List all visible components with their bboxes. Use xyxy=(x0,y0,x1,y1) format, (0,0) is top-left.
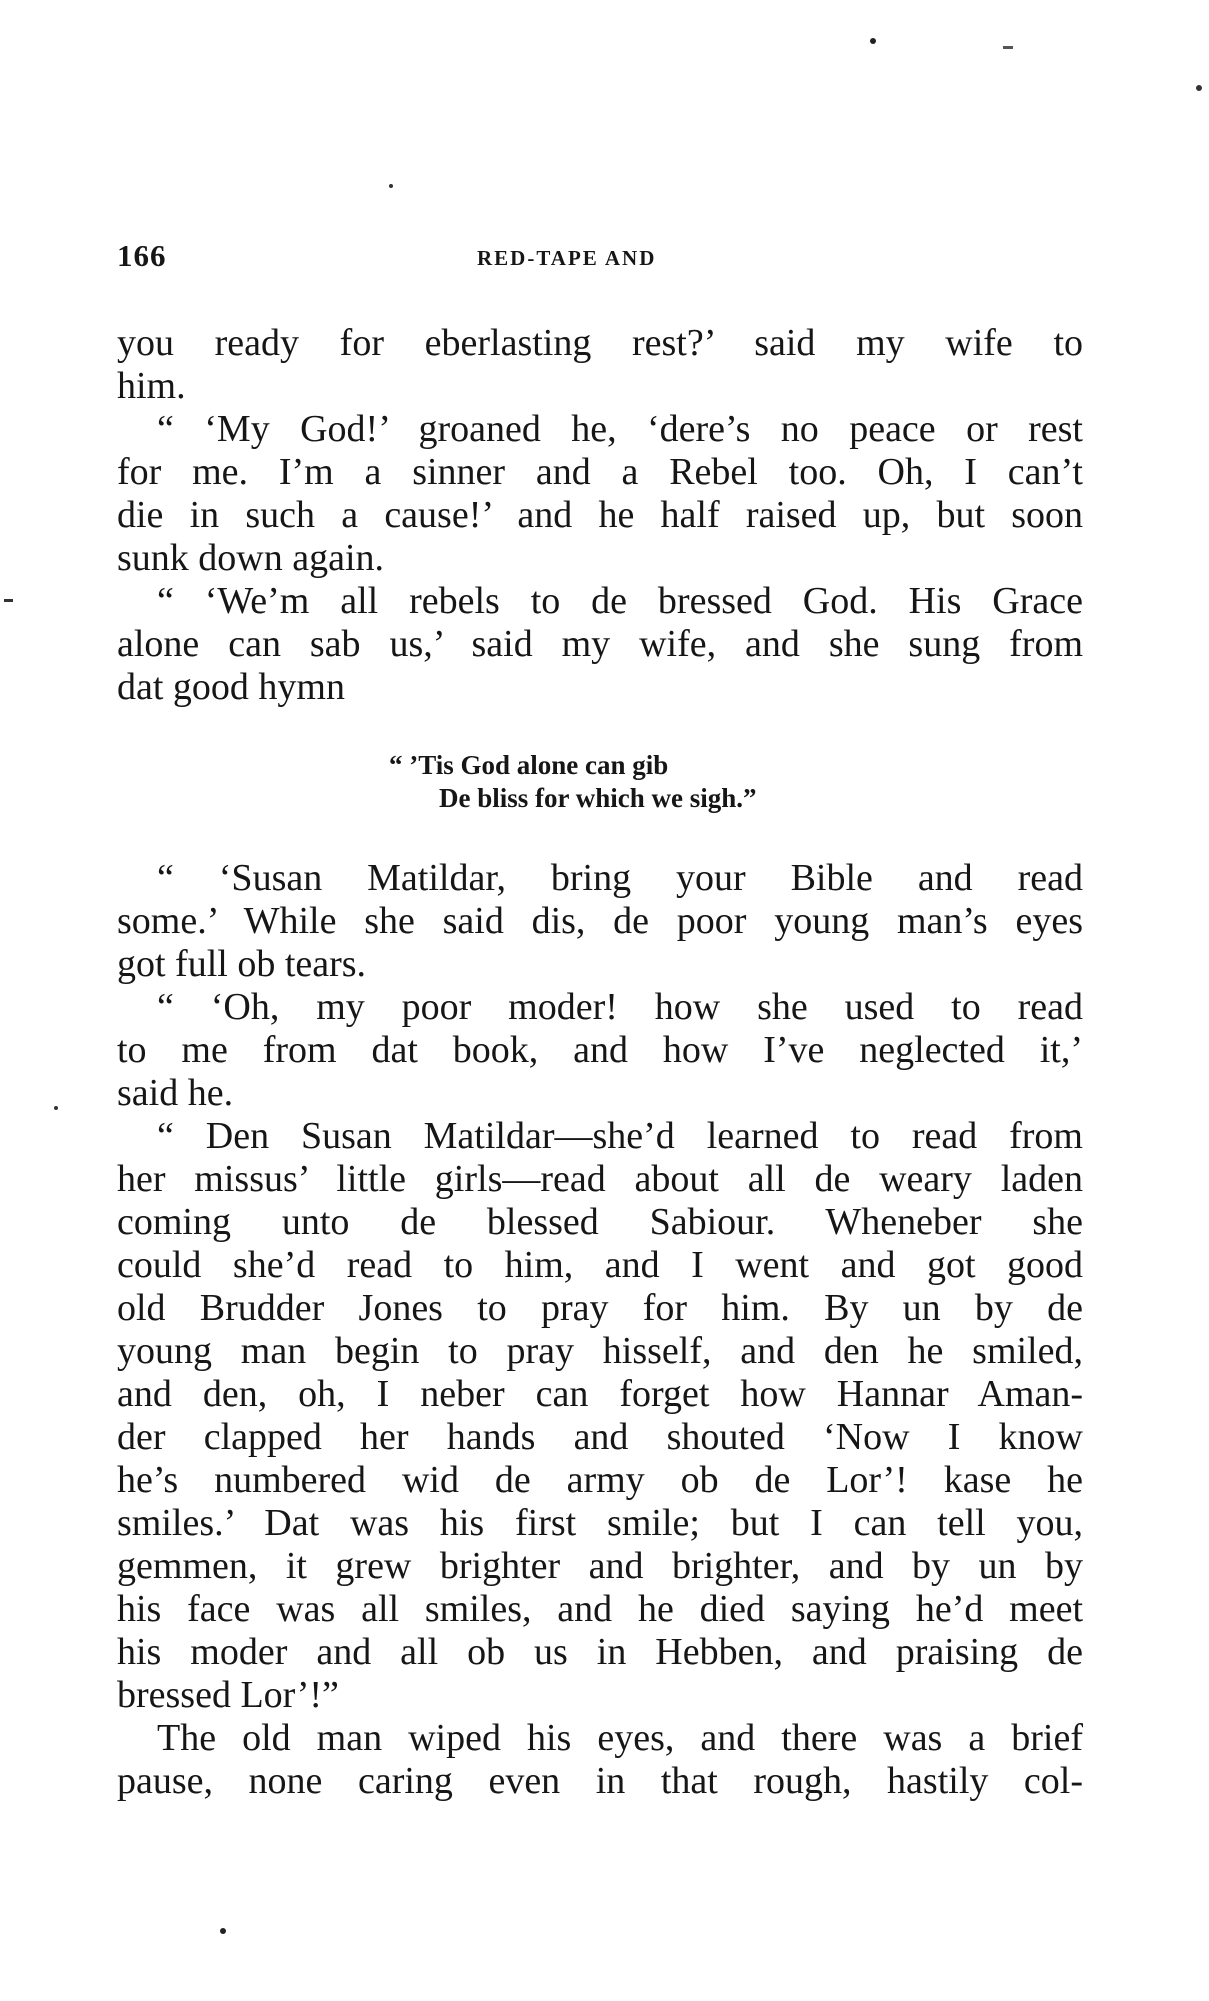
hymn-line: “ ’Tis God alone can gib xyxy=(389,750,669,780)
text-line: to me from dat book, and how I’ve neglected it,’ xyxy=(117,1029,1083,1071)
hymn-line: De bliss for which we sigh.” xyxy=(439,783,757,813)
text-line: “ ‘Oh, my poor moder! how she used to read xyxy=(157,986,1083,1028)
text-line: “ ‘We’m all rebels to de bressed God. His Grace xyxy=(157,580,1083,622)
text-line: pause, none caring even in that rough, hastily col- xyxy=(117,1760,1083,1802)
text-line: he’s numbered wid de army ob de Lor’! kase he xyxy=(117,1459,1083,1501)
text-line: young man begin to pray hisself, and den he smiled, xyxy=(117,1330,1083,1372)
text-line: him. xyxy=(117,365,186,407)
text-line: “ Den Susan Matildar—she’d learned to read from xyxy=(157,1115,1083,1157)
speck xyxy=(1196,85,1202,91)
speck xyxy=(389,184,393,188)
text-line: her missus’ little girls—read about all de weary laden xyxy=(117,1158,1083,1200)
text-line: for me. I’m a sinner and a Rebel too. Oh, I can’t xyxy=(117,451,1083,493)
text-line: said he. xyxy=(117,1072,234,1114)
text-line: his face was all smiles, and he died saying he’d meet xyxy=(117,1588,1083,1630)
running-head: RED-TAPE AND xyxy=(477,246,657,270)
text-line: gemmen, it grew brighter and brighter, and by un by xyxy=(117,1545,1083,1587)
text-line: bressed Lor’!” xyxy=(117,1674,339,1716)
speck xyxy=(220,1928,226,1934)
text-line: and den, oh, I neber can forget how Hannar Aman- xyxy=(117,1373,1083,1415)
speck xyxy=(54,1106,58,1110)
text-line: his moder and all ob us in Hebben, and praising de xyxy=(117,1631,1083,1673)
page-header xyxy=(117,238,1083,278)
text-line: could she’d read to him, and I went and got good xyxy=(117,1244,1083,1286)
body-text xyxy=(117,322,1083,1803)
text-line: sunk down again. xyxy=(117,537,385,579)
text-line: dat good hymn xyxy=(117,666,345,708)
text-line: got full ob tears. xyxy=(117,943,367,985)
text-line: you ready for eberlasting rest?’ said my wife to xyxy=(117,322,1083,364)
text-line: The old man wiped his eyes, and there was a brief xyxy=(157,1717,1083,1759)
speck xyxy=(1003,46,1013,49)
text-line: some.’ While she said dis, de poor young man’s eyes xyxy=(117,900,1083,942)
text-line: old Brudder Jones to pray for him. By un by de xyxy=(117,1287,1083,1329)
text-line: der clapped her hands and shouted ‘Now I know xyxy=(117,1416,1083,1458)
text-line: “ ‘My God!’ groaned he, ‘dere’s no peace or rest xyxy=(157,408,1083,450)
speck xyxy=(870,38,876,44)
text-line: coming unto de blessed Sabiour. Wheneber she xyxy=(117,1201,1083,1243)
page-number: 166 xyxy=(117,238,167,273)
text-line: die in such a cause!’ and he half raised up, but soon xyxy=(117,494,1083,536)
text-line: smiles.’ Dat was his first smile; but I can tell you, xyxy=(117,1502,1083,1544)
text-line: alone can sab us,’ said my wife, and she sung from xyxy=(117,623,1083,665)
speck xyxy=(4,599,13,602)
text-line: “ ‘Susan Matildar, bring your Bible and read xyxy=(157,857,1083,899)
hymn-quote xyxy=(117,749,1083,815)
